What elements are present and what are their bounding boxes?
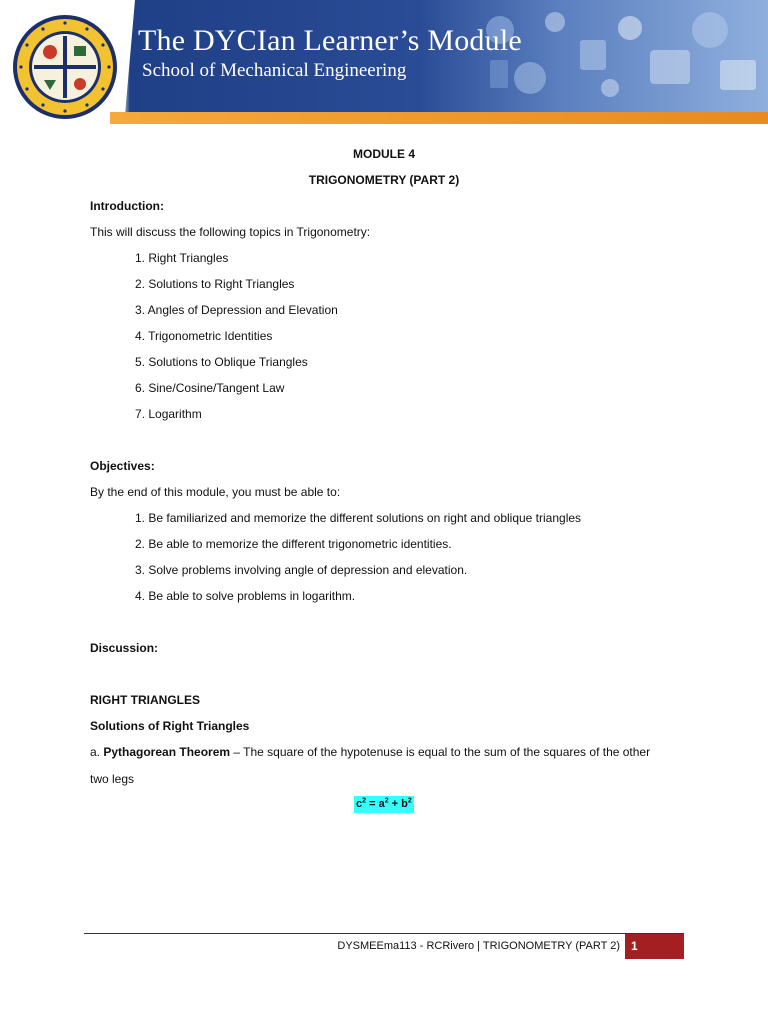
pythagorean-text-continued: two legs — [90, 772, 135, 786]
formula-b: b — [401, 798, 408, 810]
topic-item: 4. Trigonometric Identities — [135, 329, 273, 343]
topic-item: 6. Sine/Cosine/Tangent Law — [135, 381, 285, 395]
college-seal-logo — [12, 14, 118, 120]
objectives-heading: Objectives: — [90, 459, 155, 473]
pythagorean-formula — [354, 796, 414, 813]
objective-item: 3. Solve problems involving angle of depression and elevation. — [135, 563, 468, 577]
topic-item: 1. Right Triangles — [135, 251, 229, 265]
item-prefix: a. — [90, 745, 104, 759]
pythagorean-term: Pythagorean Theorem — [103, 745, 231, 759]
formula-a: a — [378, 798, 385, 810]
footer-divider — [84, 933, 684, 934]
formula-c: c — [356, 798, 363, 810]
module-title: TRIGONOMETRY (PART 2) — [308, 173, 460, 187]
introduction-lead: This will discuss the following topics in Trigonometry: — [90, 225, 371, 239]
formula-exponent: 2 — [407, 797, 412, 805]
objective-item: 4. Be able to solve problems in logarithm. — [135, 589, 356, 603]
formula-equals: = — [366, 798, 379, 810]
topic-item: 3. Angles of Depression and Elevation — [135, 303, 338, 317]
topic-item: 5. Solutions to Oblique Triangles — [135, 355, 308, 369]
topic-item: 7. Logarithm — [135, 407, 202, 421]
module-header-title: The DYCIan Learner’s Module — [138, 24, 522, 57]
formula-plus: + — [388, 798, 402, 810]
discussion-heading: Discussion: — [90, 641, 159, 655]
topic-item: 2. Solutions to Right Triangles — [135, 277, 295, 291]
objective-item: 1. Be familiarized and memorize the different solutions on right and oblique triangles — [135, 511, 582, 525]
subsection-heading: Solutions of Right Triangles — [90, 719, 250, 733]
formula-exponent: 2 — [384, 797, 389, 805]
introduction-heading: Introduction: — [90, 199, 164, 213]
header-banner — [0, 0, 768, 124]
footer-text: DYSMEEma113 - RCRivero | TRIGONOMETRY (PART 2) — [337, 940, 620, 952]
pythagorean-text: – The square of the hypotenuse is equal to the sum of the squares of the other — [230, 745, 651, 759]
formula-exponent: 2 — [362, 797, 367, 805]
section-heading-right-triangles: RIGHT TRIANGLES — [90, 693, 200, 707]
pythagorean-item — [90, 744, 650, 760]
banner-orange-stripe — [110, 112, 768, 124]
objective-item: 2. Be able to memorize the different trigonometric identities. — [135, 537, 452, 551]
module-number: MODULE 4 — [352, 147, 415, 161]
page-number-box — [625, 934, 684, 959]
module-header-subtitle: School of Mechanical Engineering — [142, 60, 407, 81]
page-number: 1 — [631, 939, 638, 953]
objectives-lead: By the end of this module, you must be able to: — [90, 485, 341, 499]
